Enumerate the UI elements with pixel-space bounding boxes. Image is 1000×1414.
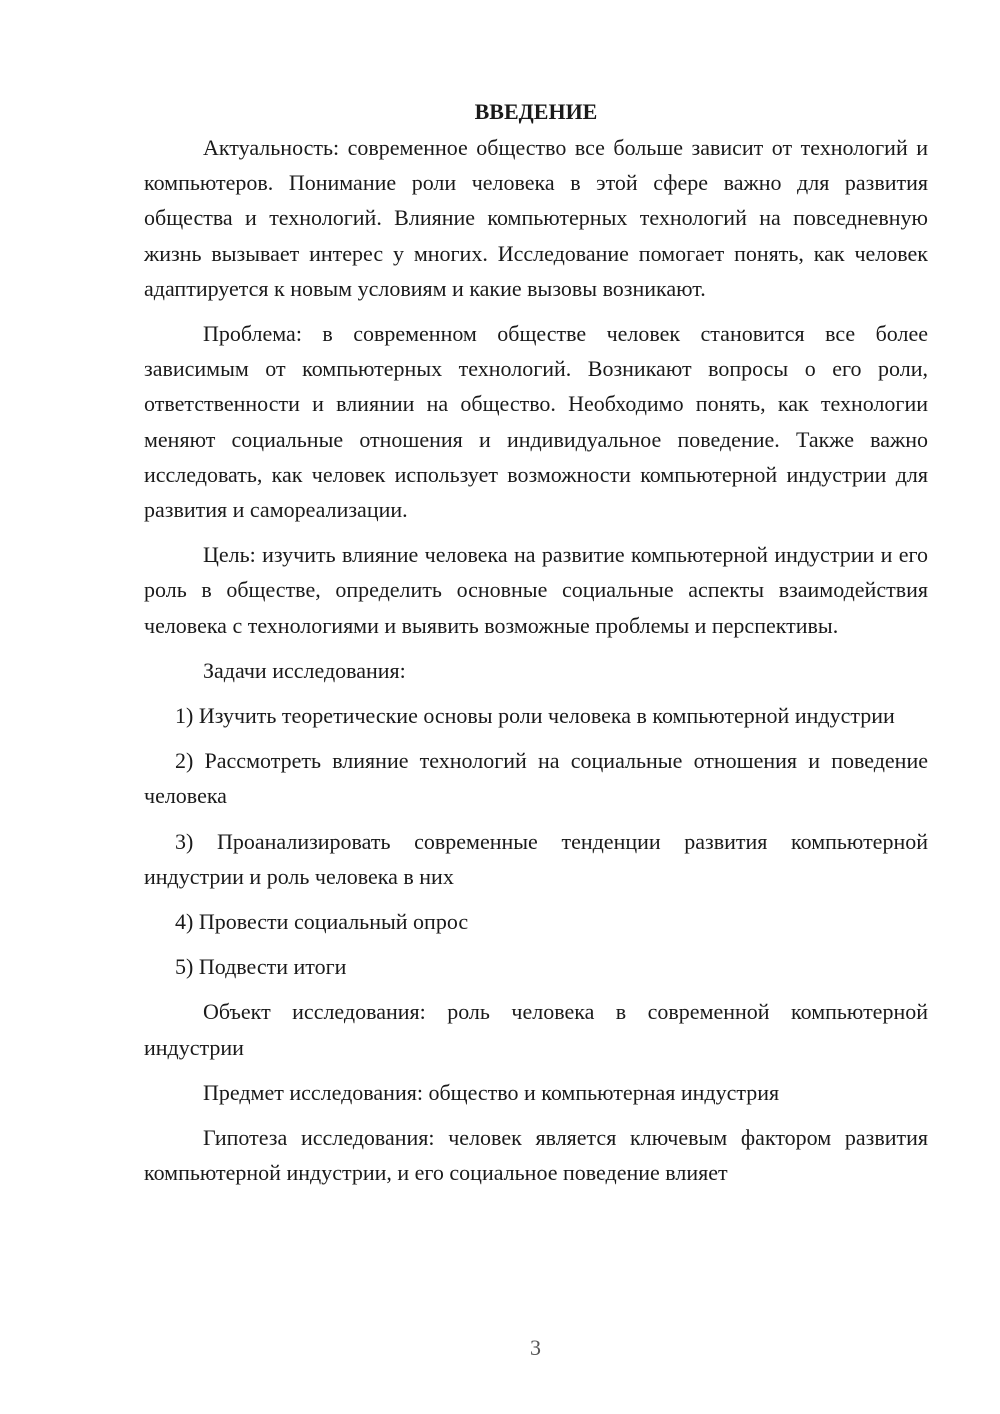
paragraph-relevance: Актуальность: современное общество все больше зависит от технологий и компьютеров. Понимание роли человека в этой сфере важно для развития общества и технологий. Влияние компьютерных технологий на повседневную жизнь вызывает интерес у многих. Исследование помогает понять, как человек адаптируется к новым условиям и какие вызовы возникают. [144, 135, 928, 301]
document-page [144, 94, 928, 1200]
paragraph-hypothesis: Гипотеза исследования: человек является ключевым фактором развития компьютерной индустрии, и его социальное поведение влияет [144, 1125, 928, 1186]
page-number: 3 [530, 1335, 541, 1360]
paragraph-problem: Проблема: в современном обществе человек становится все более зависимым от компьютерных технологий. Возникают вопросы о его роли, ответственности и влиянии на общество. Необходимо понять, как технологии меняют социальные отношения и индивидуальное поведение. Также важно исследовать, как человек использует возможности компьютерной индустрии для развития и самореализации. [144, 321, 928, 523]
paragraph-tasks-title: Задачи исследования: [203, 657, 406, 683]
task-item-4: 4) Провести социальный опрос [175, 909, 469, 935]
task-item-2: 2) Рассмотреть влияние технологий на социальные отношения и поведение человека [144, 748, 928, 809]
section-heading: ВВЕДЕНИЕ [474, 99, 598, 124]
paragraph-object: Объект исследования: роль человека в современной компьютерной индустрии [144, 999, 928, 1060]
task-item-5: 5) Подвести итоги [175, 954, 347, 980]
task-item-3: 3) Проанализировать современные тенденции развития компьютерной индустрии и роль человека в них [144, 828, 928, 889]
task-item-1: 1) Изучить теоретические основы роли человека в компьютерной индустрии [175, 703, 895, 729]
paragraph-subject: Предмет исследования: общество и компьютерная индустрия [203, 1079, 780, 1105]
paragraph-goal: Цель: изучить влияние человека на развитие компьютерной индустрии и его роль в обществе, определить основные социальные аспекты взаимодействия человека с технологиями и выявить возможные проблемы и перспективы. [144, 542, 928, 638]
